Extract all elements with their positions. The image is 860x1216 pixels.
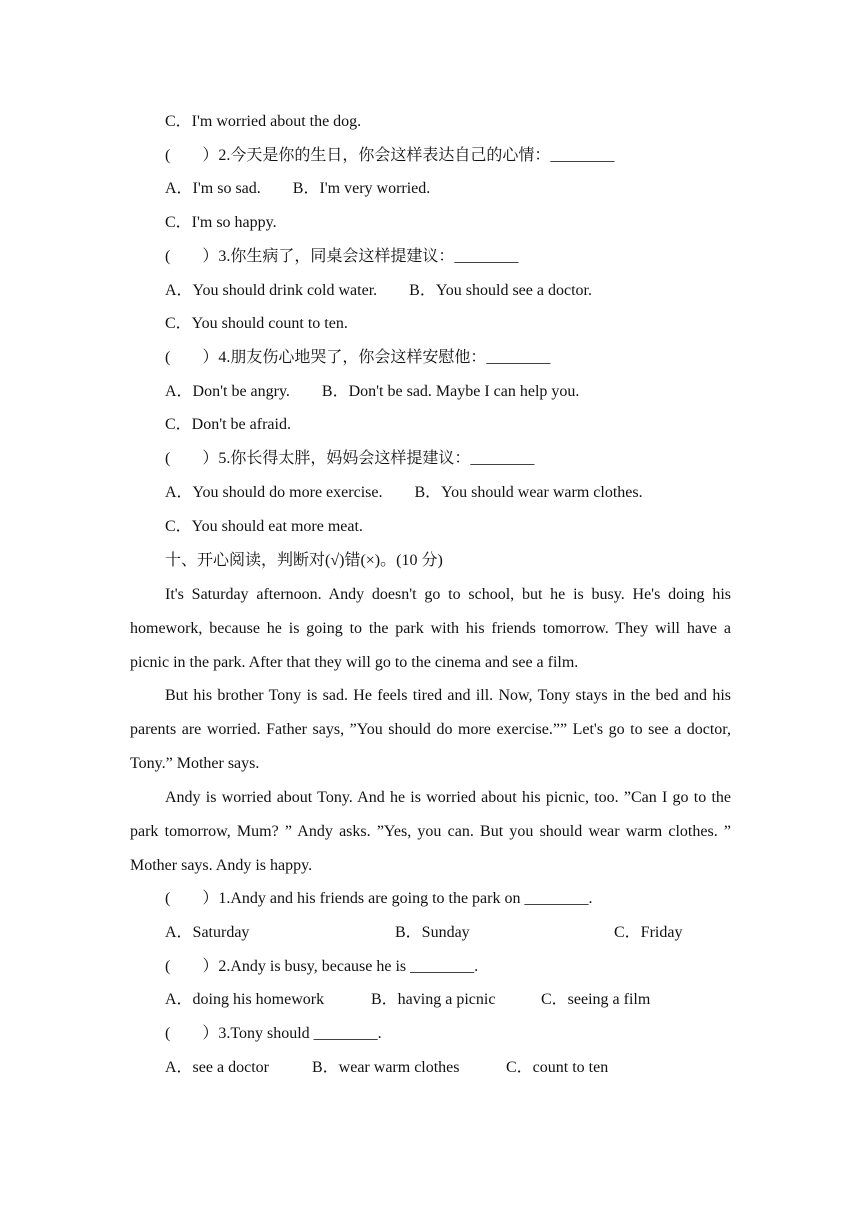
question-5-option-c: C．You should eat more meat. (165, 518, 363, 535)
question-2-option-c: C．I'm so happy. (165, 214, 277, 231)
passage-paragraph-2: But his brother Tony is sad. He feels tired and ill. Now, Tony stays in the bed and his parents are worried. Father says, ”You should do more exercise.”” Let's go to see a doctor, Tony.” Mother says. (130, 687, 731, 772)
question-4-option-c: C．Don't be afraid. (165, 416, 291, 433)
reading-question-3-option-b: B．wear warm clothes (312, 1059, 460, 1076)
question-2-options-ab: A．I'm so sad. B．I'm very worried. (165, 180, 431, 197)
reading-question-1-option-b: B．Sunday (395, 924, 470, 941)
reading-question-2-option-c: C．seeing a film (541, 991, 651, 1008)
question-3-stem: ( ）3.你生病了，同桌会这样提建议：________ (165, 248, 519, 265)
question-5-options-ab: A．You should do more exercise. B．You should wear warm clothes. (165, 484, 643, 501)
reading-question-1-option-a: A．Saturday (165, 924, 250, 941)
reading-question-2-option-b: B．having a picnic (371, 991, 496, 1008)
passage-paragraph-1: It's Saturday afternoon. Andy doesn't go to school, but he is busy. He's doing his homework, because he is going to the park with his friends tomorrow. They will have a picnic in the park. After that they will go to the cinema and see a film. (130, 586, 731, 671)
reading-question-3-stem: ( ）3.Tony should ________. (165, 1025, 382, 1042)
reading-question-3-option-a: A．see a doctor (165, 1059, 269, 1076)
question-4-stem: ( ）4.朋友伤心地哭了，你会这样安慰他：________ (165, 349, 551, 366)
prev-question-option-c: C．I'm worried about the dog. (165, 113, 362, 130)
reading-question-1-stem: ( ）1.Andy and his friends are going to the park on ________. (165, 890, 593, 907)
reading-question-1-option-c: C．Friday (614, 924, 683, 941)
question-4-options-ab: A．Don't be angry. B．Don't be sad. Maybe I can help you. (165, 383, 580, 400)
reading-question-3-option-c: C．count to ten (506, 1059, 609, 1076)
passage-paragraph-3: Andy is worried about Tony. And he is worried about his picnic, too. ”Can I go to the park tomorrow, Mum? ” Andy asks. ”Yes, you can. But you should wear warm clothes. ” Mother says. Andy is happy. (130, 789, 731, 874)
question-3-options-ab: A．You should drink cold water. B．You should see a doctor. (165, 282, 592, 299)
section-10-heading: 十、开心阅读，判断对(√)错(×)。(10 分) (165, 552, 443, 569)
reading-question-2-option-a: A．doing his homework (165, 991, 325, 1008)
question-3-option-c: C．You should count to ten. (165, 315, 348, 332)
question-5-stem: ( ）5.你长得太胖，妈妈会这样提建议：________ (165, 450, 535, 467)
reading-question-2-stem: ( ）2.Andy is busy, because he is ________. (165, 958, 479, 975)
question-2-stem: ( ）2.今天是你的生日，你会这样表达自己的心情：________ (165, 147, 615, 164)
